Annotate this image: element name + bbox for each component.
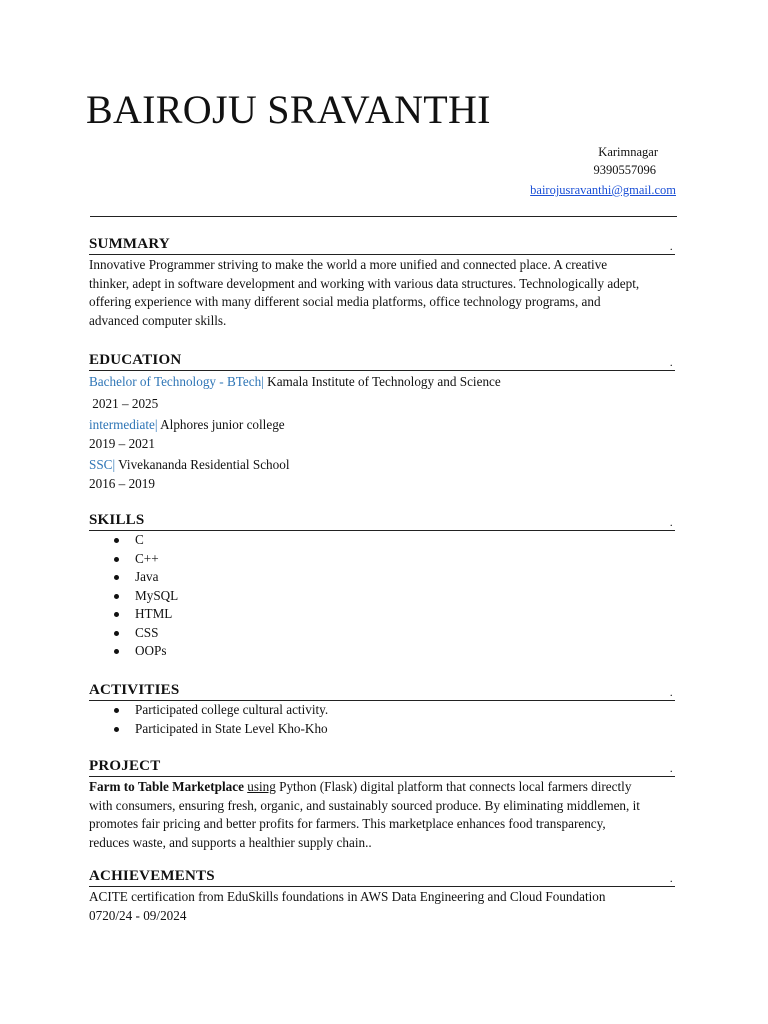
project-line: promotes fair pricing and better profits for farmers. This marketplace enhances food transparency, xyxy=(89,816,606,831)
project-body xyxy=(89,778,675,852)
education-entry xyxy=(89,456,675,475)
summary-line: offering experience with many different social media platforms, office technology programs, and xyxy=(89,294,601,309)
summary-body xyxy=(89,256,675,330)
institution-name: Kamala Institute of Technology and Science xyxy=(267,374,501,389)
activity-item: Participated in State Level Kho-Kho xyxy=(112,720,675,739)
summary-heading-text: SUMMARY xyxy=(89,236,170,252)
section-heading xyxy=(89,757,675,777)
candidate-name: BAIROJU SRAVANTHI xyxy=(86,87,491,132)
project-line: with consumers, ensuring fresh, organic, and sustainably sourced produce. By eliminating middlemen, it xyxy=(89,797,640,813)
education-years: 2016 – 2019 xyxy=(89,475,155,491)
achievement-line: 0720/24 - 09/2024 xyxy=(89,907,187,923)
skill-item: C xyxy=(112,531,675,550)
project-line xyxy=(89,778,675,797)
summary-line: advanced computer skills. xyxy=(89,312,227,328)
skill-item: MySQL xyxy=(112,587,675,606)
header-divider xyxy=(90,216,677,217)
activity-item: Participated college cultural activity. xyxy=(112,701,675,720)
education-heading-text: EDUCATION xyxy=(89,352,182,368)
education-entry xyxy=(89,373,675,392)
pipe-separator: | xyxy=(154,417,158,432)
activities-list xyxy=(89,701,675,738)
section-heading xyxy=(89,235,675,255)
contact-email-link[interactable]: bairojusravanthi@gmail.com xyxy=(530,183,676,197)
contact-block xyxy=(530,143,676,199)
education-entry xyxy=(89,416,675,435)
pipe-separator: | xyxy=(261,374,264,389)
activities-heading-text: ACTIVITIES xyxy=(89,682,180,698)
education-years: 2019 – 2021 xyxy=(89,435,155,451)
pipe-separator: | xyxy=(112,457,116,472)
degree-name: Bachelor of Technology - BTech xyxy=(89,374,262,389)
skill-item: Java xyxy=(112,568,675,587)
skill-item: C++ xyxy=(112,550,675,569)
education-years: 2021 – 2025 xyxy=(89,395,159,411)
activities-section xyxy=(89,681,675,738)
achievements-body xyxy=(89,888,675,925)
institution-name: Vivekananda Residential School xyxy=(118,457,290,472)
skills-list xyxy=(89,531,675,661)
project-title: Farm to Table Marketplace xyxy=(89,779,244,794)
achievement-line: ACITE certification from EduSkills foundations in AWS Data Engineering and Cloud Foundation xyxy=(89,889,606,904)
skill-item: HTML xyxy=(112,605,675,624)
project-line: reduces waste, and supports a healthier supply chain.. xyxy=(89,834,372,850)
summary-section xyxy=(89,235,675,330)
section-heading xyxy=(89,681,675,701)
skill-item: OOPs xyxy=(112,642,675,661)
contact-phone: 9390557096 xyxy=(593,163,656,177)
skills-heading-text: SKILLS xyxy=(89,512,145,528)
degree-name: intermediate xyxy=(89,417,155,432)
achievements-heading-text: ACHIEVEMENTS xyxy=(89,868,215,884)
heading-dot: . xyxy=(669,761,673,775)
heading-dot: . xyxy=(669,871,673,885)
achievements-section xyxy=(89,867,675,925)
heading-dot: . xyxy=(669,355,673,369)
section-heading xyxy=(89,511,675,531)
skill-item: CSS xyxy=(112,624,675,643)
heading-dot: . xyxy=(669,515,673,529)
summary-line: Innovative Programmer striving to make the world a more unified and connected place. A creative xyxy=(89,257,608,272)
project-heading-text: PROJECT xyxy=(89,758,161,774)
project-line-rest: Python (Flask) digital platform that connects local farmers directly xyxy=(275,779,632,794)
project-section xyxy=(89,757,675,852)
institution-name: Alphores junior college xyxy=(160,417,285,432)
degree-name: SSC xyxy=(89,457,113,472)
education-section xyxy=(89,351,675,493)
section-heading xyxy=(89,867,675,887)
contact-city: Karimnagar xyxy=(598,145,658,159)
section-heading xyxy=(89,351,675,371)
skills-section xyxy=(89,511,675,661)
project-using: using xyxy=(247,779,276,794)
heading-dot: . xyxy=(669,685,673,699)
heading-dot: . xyxy=(669,239,673,253)
summary-line: thinker, adept in software development and working with various data structures. Technologically adept, xyxy=(89,275,640,291)
education-body xyxy=(89,373,675,493)
